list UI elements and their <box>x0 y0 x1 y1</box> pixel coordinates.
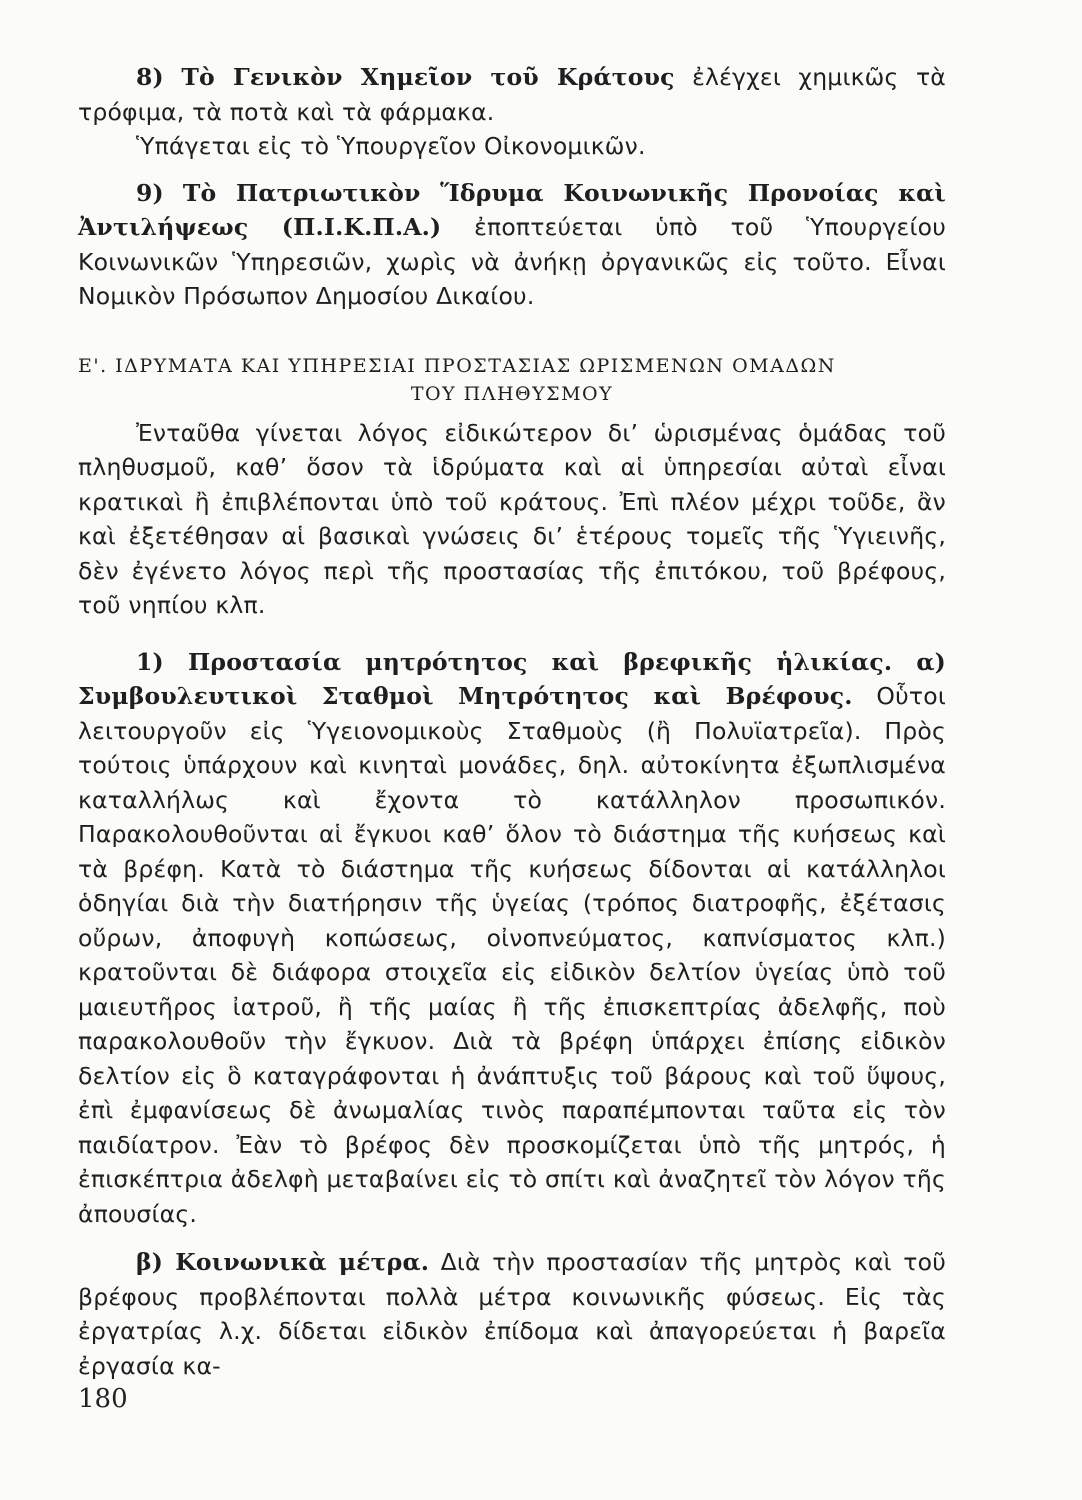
section-1-text: Οὗτοι λειτουργοῦν εἰς Ὑγειονομικοὺς Σταθμοὺς (ἢ Πολυϊατρεῖα). Πρὸς τούτοις ὑπάρχουν καὶ κινηταὶ μονάδες, δηλ. αὐτοκίνητα ἐξωπλισμένα καταλλήλως καὶ ἔχοντα τὸ κατάλληλον προσωπικόν. Παρακολουθοῦνται αἱ ἔγκυοι καθ’ ὅλον τὸ διάστημα τῆς κυήσεως καὶ τὰ βρέφη. Κατὰ τὸ διάστημα τῆς κυήσεως δίδονται αἱ κατάλληλοι ὁδηγίαι διὰ τὴν διατήρησιν τῆς ὑγείας (τρόπος διατροφῆς, ἐξέτασις οὔρων, ἀποφυγὴ κοπώσεως, οἰνοπνεύματος, καπνίσματος κλπ.) κρατοῦνται δὲ διάφορα στοιχεῖα εἰς εἰδικὸν δελτίον ὑγείας ὑπὸ τοῦ μαιευτῆρος ἰατροῦ, ἢ τῆς μαίας ἢ τῆς ἐπισκεπτρίας ἀδελφῆς, ποὺ παρακολουθοῦν τὴν ἔγκυον. Διὰ τὰ βρέφη ὑπάρχει ἐπίσης εἰδικὸν δελτίον εἰς ὃ καταγράφονται ἡ ἀνάπτυξις τοῦ βάρους καὶ τοῦ ὕψους, ἐπὶ ἐμφανίσεως δὲ ἀνωμαλίας τινὸς παραπέμπονται ταῦτα εἰς τὸν παιδίατρον. Ἐὰν τὸ βρέφος δὲν προσκομίζεται ὑπὸ τῆς μητρός, ἡ ἐπισκέπτρια ἀδελφὴ μεταβαίνει εἰς τὸ σπίτι καὶ ἀναζητεῖ τὸν λόγον τῆς ἀπουσίας. <box>78 682 946 1228</box>
item-8-paragraph <box>78 60 946 129</box>
section-e-intro-paragraph <box>78 416 946 623</box>
item-8-second-paragraph <box>78 129 946 164</box>
page-number: 180 <box>78 1384 128 1414</box>
section-e-heading <box>78 352 946 408</box>
section-1-paragraph <box>78 645 946 1232</box>
item-9-bold-text: Τὸ Πατριωτικὸν Ἵδρυμα Κοινωνικῆς Προνοίας καὶ Ἀντιλήψεως (Π.Ι.Κ.Π.Α.) <box>78 178 947 241</box>
section-e-intro-text: Ἐνταῦθα γίνεται λόγος εἰδικώτερον δι’ ὡρισμένας ὁμάδας τοῦ πληθυσμοῦ, καθ’ ὅσον τὰ ἱδρύματα καὶ αἱ ὑπηρεσίαι αὐταὶ εἶναι κρατικαὶ ἢ ἐπιβλέπονται ὑπὸ τοῦ κράτους. Ἐπὶ πλέον μέχρι τοῦδε, ἂν καὶ ἐξετέθησαν αἱ βασικαὶ γνώσεις δι’ ἑτέρους τομεῖς τῆς Ὑγιεινῆς, δὲν ἐγένετο λόγος περὶ τῆς προστασίας τῆς ἐπιτόκου, τοῦ βρέφους, τοῦ νηπίου κλπ. <box>78 418 946 619</box>
item-8-bold-text: Τὸ Γενικὸν Χημεῖον τοῦ Κράτους <box>181 63 675 91</box>
item-9-text: ἐποπτεύεται ὑπὸ τοῦ Ὑπουργείου Κοινωνικῶν Ὑπηρεσιῶν, χωρὶς νὰ ἀνήκῃ ὀργανικῶς εἰς τοῦτο. Εἶναι Νομικὸν Πρόσωπον Δημοσίου Δικαίου. <box>78 213 946 310</box>
page-body <box>78 60 946 1383</box>
section-b-text: Διὰ τὴν προστασίαν τῆς μητρὸς καὶ τοῦ βρέφους προβλέπονται πολλὰ μέτρα κοινωνικῆς φύσεως. Εἰς τὰς ἐργατρίας λ.χ. δίδεται εἰδικὸν ἐπίδομα καὶ ἀπαγορεύεται ἡ βαρεῖα ἐργασία κα- <box>78 1248 946 1380</box>
item-9-number: 9) <box>136 178 164 207</box>
section-e-heading-line-2: ΤΟΥ ΠΛΗΘΥΣΜΟΥ <box>410 382 614 405</box>
section-e-heading-line-1: Ε'. ΙΔΡΥΜΑΤΑ ΚΑΙ ΥΠΗΡΕΣΙΑΙ ΠΡΟΣΤΑΣΙΑΣ ΩΡΙΣΜΕΝΩΝ ΟΜΑΔΩΝ <box>78 354 836 377</box>
item-8-second-text: Ὑπάγεται εἰς τὸ Ὑπουργεῖον Οἰκονομικῶν. <box>136 132 646 160</box>
section-b-paragraph <box>78 1245 946 1383</box>
item-8-number: 8) <box>136 63 164 91</box>
section-1-bold-title: 1) Προστασία μητρότητος καὶ βρεφικῆς ἡλικίας. α) Συμβουλευτικοὶ Σταθμοὶ Μητρότητος καὶ Βρέφους. <box>78 647 946 710</box>
item-9-paragraph <box>78 176 946 314</box>
item-8-text: ἐλέγχει χημικῶς τὰ τρόφιμα, τὰ ποτὰ καὶ τὰ φάρμακα. <box>78 63 946 126</box>
section-b-bold-title: β) Κοινωνικὰ μέτρα. <box>136 1248 430 1276</box>
